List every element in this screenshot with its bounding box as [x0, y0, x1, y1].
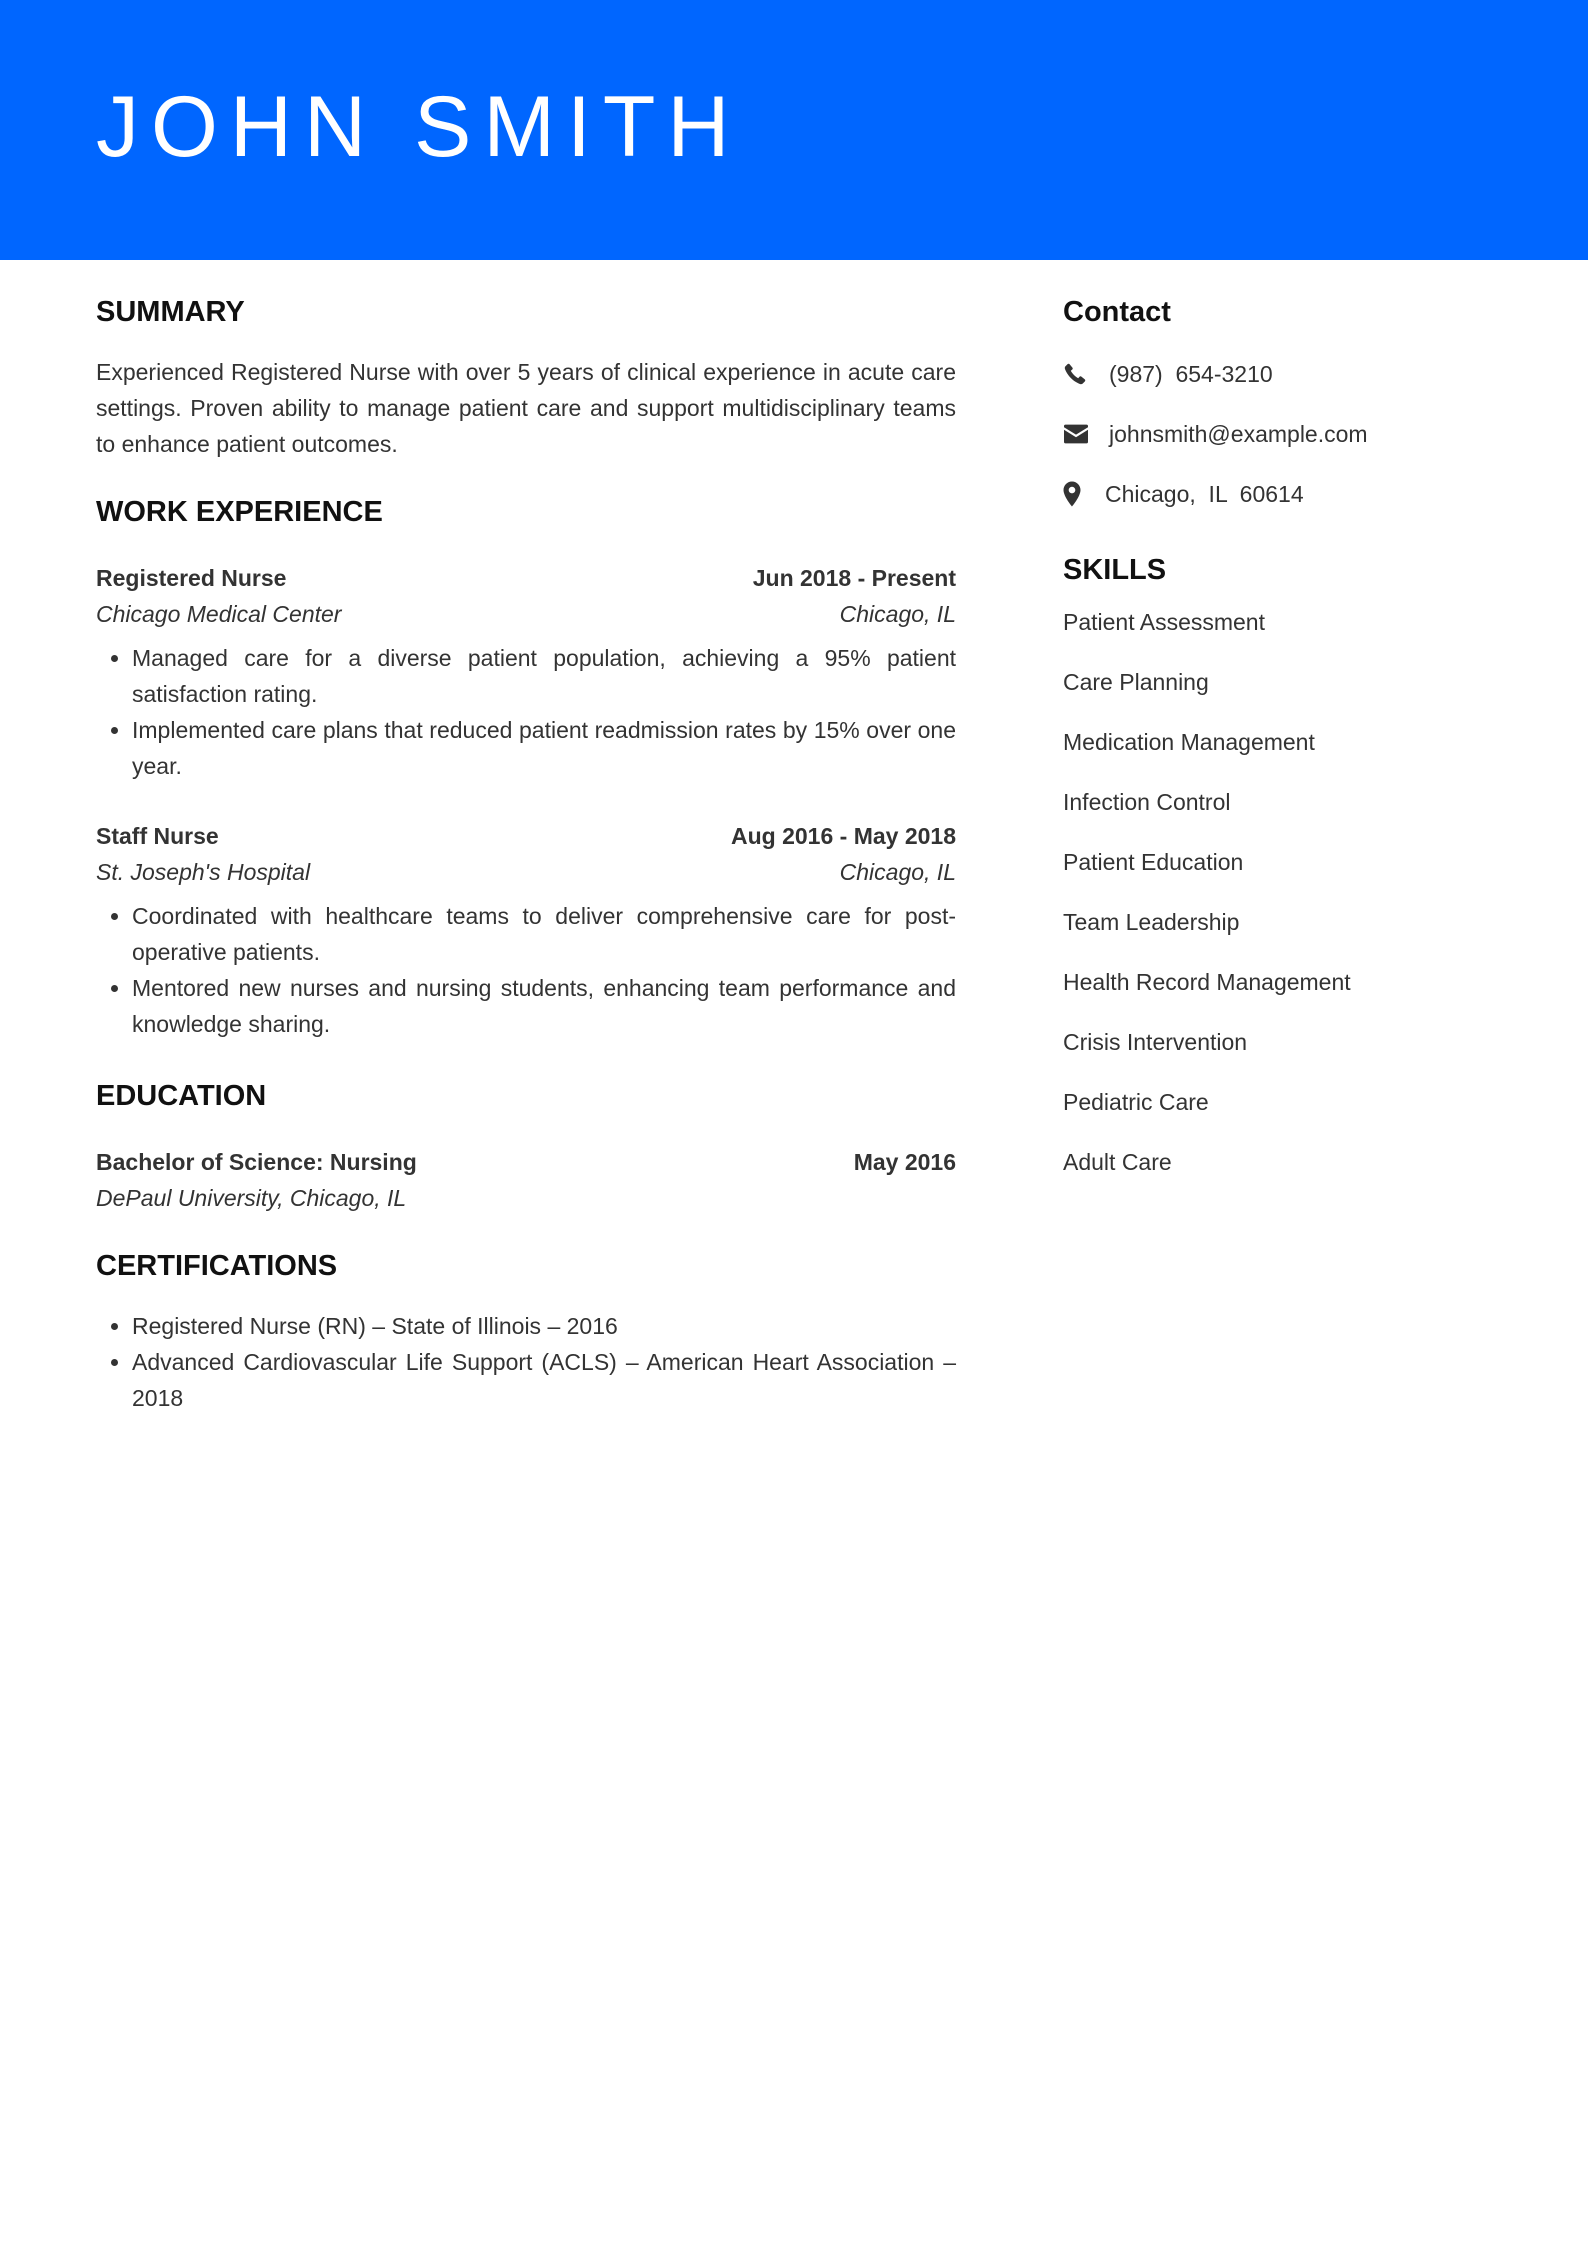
job-bullet: • Implemented care plans that reduced patient readmission rates by 15% over one year.	[132, 712, 956, 784]
envelope-icon	[1063, 424, 1109, 444]
job-entry	[96, 818, 956, 1042]
job-role: Staff Nurse	[96, 823, 219, 849]
sidebar-column	[1063, 292, 1493, 1180]
summary-heading: SUMMARY	[96, 296, 245, 328]
certification-item: • Registered Nurse (RN) – State of Illinois – 2016	[132, 1308, 956, 1344]
summary-text: Experienced Registered Nurse with over 5 years of clinical experience in acute care settings. Proven ability to manage patient care and support multidisciplinary teams to enhance patient outcomes.	[96, 359, 956, 457]
job-employer: St. Joseph's Hospital	[96, 859, 311, 885]
location-text: Chicago, IL 60614	[1105, 481, 1304, 507]
skill-item: Crisis Intervention	[1063, 1029, 1248, 1055]
graduation-date: May 2016	[853, 1149, 956, 1175]
email-address: johnsmith@example.com	[1109, 421, 1368, 447]
skill-item: Adult Care	[1063, 1149, 1172, 1175]
job-location: Chicago, IL	[839, 859, 956, 885]
contact-phone	[1063, 356, 1493, 392]
education-entry	[96, 1144, 956, 1216]
contact-email	[1063, 416, 1493, 452]
job-bullets	[96, 640, 956, 784]
skill-item: Team Leadership	[1063, 909, 1240, 935]
main-column	[96, 292, 956, 1416]
contact-location	[1063, 476, 1493, 512]
skill-item: Medication Management	[1063, 729, 1315, 755]
skill-item: Patient Assessment	[1063, 609, 1265, 635]
job-dates: Jun 2018 - Present	[752, 565, 956, 591]
skill-item: Health Record Management	[1063, 969, 1351, 995]
job-location: Chicago, IL	[839, 601, 956, 627]
education-heading: EDUCATION	[96, 1080, 267, 1112]
skill-item: Patient Education	[1063, 849, 1244, 875]
job-bullet: • Coordinated with healthcare teams to deliver comprehensive care for post-operative patients.	[132, 898, 956, 970]
phone-icon	[1063, 362, 1109, 386]
phone-number: (987) 654-3210	[1109, 361, 1273, 387]
degree: Bachelor of Science: Nursing	[96, 1149, 417, 1175]
skill-item: Pediatric Care	[1063, 1089, 1209, 1115]
job-role: Registered Nurse	[96, 565, 287, 591]
map-pin-icon	[1063, 481, 1105, 507]
job-bullet: • Managed care for a diverse patient population, achieving a 95% patient satisfaction rating.	[132, 640, 956, 712]
work-experience-heading: WORK EXPERIENCE	[96, 496, 383, 528]
school: DePaul University, Chicago, IL	[96, 1185, 407, 1211]
job-entry	[96, 560, 956, 784]
header-banner	[0, 0, 1588, 260]
certification-list	[96, 1308, 956, 1416]
contact-heading: Contact	[1063, 296, 1171, 328]
certifications-heading: CERTIFICATIONS	[96, 1250, 338, 1282]
contact-list	[1063, 356, 1493, 512]
skills-heading: SKILLS	[1063, 554, 1167, 586]
job-bullet: • Mentored new nurses and nursing students, enhancing team performance and knowledge sharing.	[132, 970, 956, 1042]
skill-item: Care Planning	[1063, 669, 1209, 695]
skills-list	[1063, 604, 1493, 1180]
certification-item: • Advanced Cardiovascular Life Support (ACLS) – American Heart Association – 2018	[132, 1344, 956, 1416]
job-dates: Aug 2016 - May 2018	[730, 823, 956, 849]
job-bullets	[96, 898, 956, 1042]
candidate-name: JOHN SMITH	[96, 79, 742, 175]
job-employer: Chicago Medical Center	[96, 601, 342, 627]
skill-item: Infection Control	[1063, 789, 1231, 815]
